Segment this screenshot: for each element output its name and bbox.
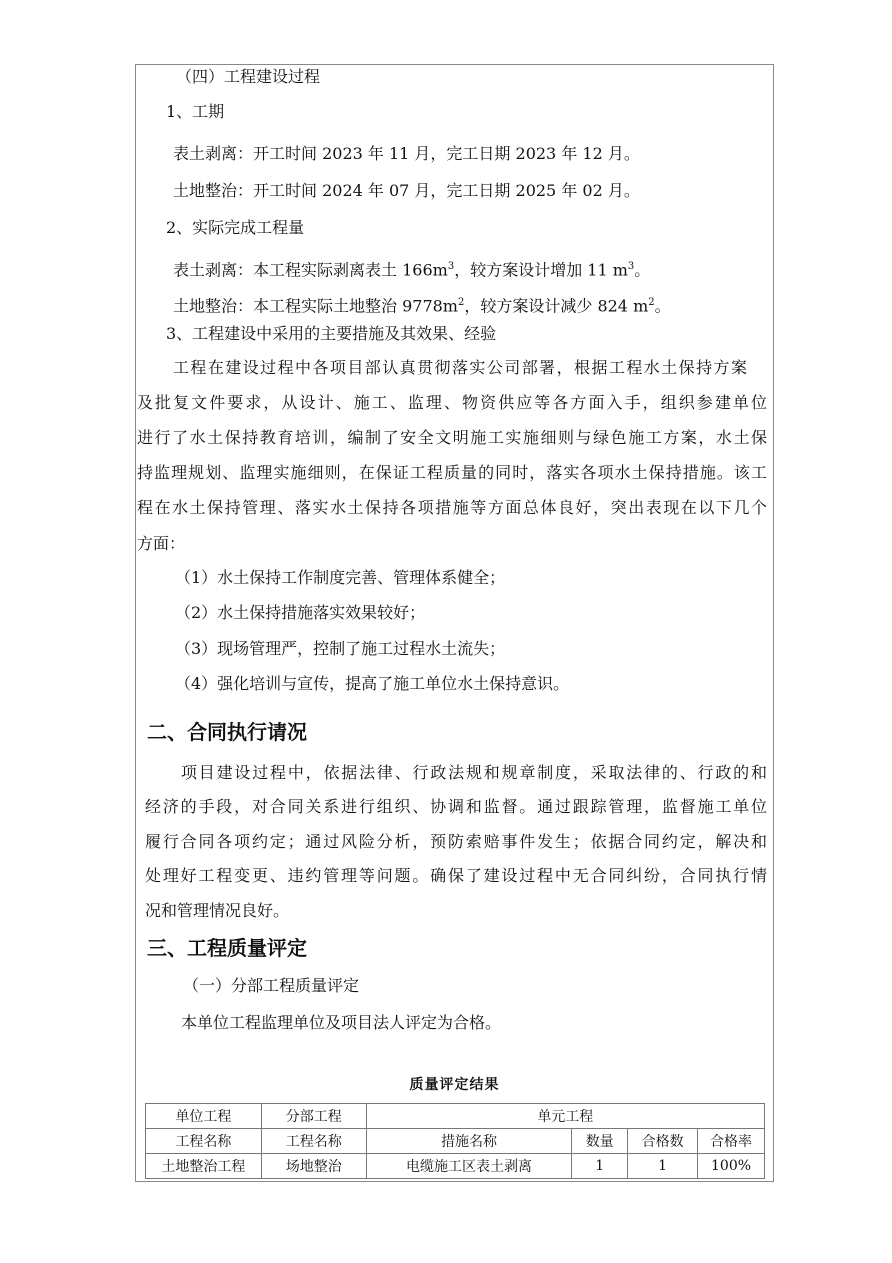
subheading-schedule: 1、工期 (166, 102, 225, 121)
measures-line: 进行了水土保持教育培训，编制了安全文明施工实施细则与绿色施工方案，水土保 (137, 428, 767, 447)
header-element-project: 单元工程 (366, 1104, 764, 1129)
header-unit-project: 单位工程 (146, 1104, 262, 1129)
subheader-cell: 工程名称 (261, 1129, 366, 1154)
table-cell: 土地整治工程 (146, 1154, 262, 1179)
subheader-cell: 数量 (572, 1129, 628, 1154)
table-header-row (146, 1104, 765, 1129)
table-cell: 电缆施工区表土剥离 (366, 1154, 572, 1179)
contract-line: 况和管理情况良好。 (145, 901, 290, 920)
contract-line: 经济的手段，对合同关系进行组织、协调和监督。通过跟踪管理，监督施工单位 (145, 797, 767, 816)
list-item: （1）水土保持工作制度完善、管理体系健全； (175, 568, 506, 587)
table-caption: 质量评定结果 (409, 1077, 500, 1093)
table-cell: 100% (698, 1154, 765, 1179)
measures-line: 程在水土保持管理、落实水土保持各项措施等方面总体良好，突出表现在以下几个 (137, 498, 767, 517)
table-cell: 1 (572, 1154, 628, 1179)
list-item: （2）水土保持措施落实效果较好； (175, 603, 426, 622)
subheader-cell: 工程名称 (146, 1129, 262, 1154)
quality-table (145, 1103, 765, 1179)
subheading-measures: 3、工程建设中采用的主要措施及其效果、经验 (166, 324, 497, 343)
subheader-cell: 合格数 (628, 1129, 698, 1154)
contract-line: 处理好工程变更、违约管理等问题。确保了建设过程中无合同纠纷，合同执行情 (145, 866, 767, 885)
measures-line: 及批复文件要求，从设计、施工、监理、物资供应等各方面入手，组织参建单位 (137, 393, 767, 412)
measures-line: 方面： (137, 534, 186, 553)
quantity-topsoil: 表土剥离：本工程实际剥离表土 $166m^3$，较方案设计增加 11 $m^3$。 (173, 260, 651, 280)
measures-line: 工程在建设过程中各项目部认真贯彻落实公司部署，根据工程水土保持方案 (173, 358, 747, 377)
subheader-cell: 合格率 (698, 1129, 765, 1154)
measures-line: 持监理规划、监理实施细则，在保证工程质量的同时，落实各项水土保持措施。该工 (137, 463, 767, 482)
list-item: （4）强化培训与宣传，提高了施工单位水土保持意识。 (175, 674, 570, 693)
quality-subheading: （一）分部工程质量评定 (183, 976, 360, 995)
header-division-project: 分部工程 (261, 1104, 366, 1129)
contract-line: 项目建设过程中，依据法律、行政法规和规章制度，采取法律的、行政的和 (181, 763, 767, 782)
list-item: （3）现场管理严，控制了施工过程水土流失； (175, 639, 506, 658)
subheading-quantity: 2、实际完成工程量 (166, 218, 305, 237)
contract-line: 履行合同各项约定；通过风险分析，预防索赔事件发生；依据合同约定，解决和 (145, 832, 767, 851)
quantity-land: 土地整治：本工程实际土地整治 $9778m^2$，较方案设计减少 824 $m^2$。 (173, 296, 671, 316)
quality-text: 本单位工程监理单位及项目法人评定为合格。 (181, 1013, 502, 1032)
table-row (146, 1154, 765, 1179)
contract-heading: 二、合同执行请况 (147, 720, 307, 744)
table-cell: 场地整治 (261, 1154, 366, 1179)
table-cell: 1 (628, 1154, 698, 1179)
section-title: （四）工程建设过程 (176, 67, 321, 86)
quality-heading: 三、工程质量评定 (147, 936, 307, 960)
table-subheader-row (146, 1129, 765, 1154)
schedule-topsoil: 表土剥离：开工时间 2023 年 11 月，完工日期 2023 年 12 月。 (173, 144, 640, 163)
schedule-land: 土地整治：开工时间 2024 年 07 月，完工日期 2025 年 02 月。 (173, 181, 640, 200)
subheader-cell: 措施名称 (366, 1129, 572, 1154)
